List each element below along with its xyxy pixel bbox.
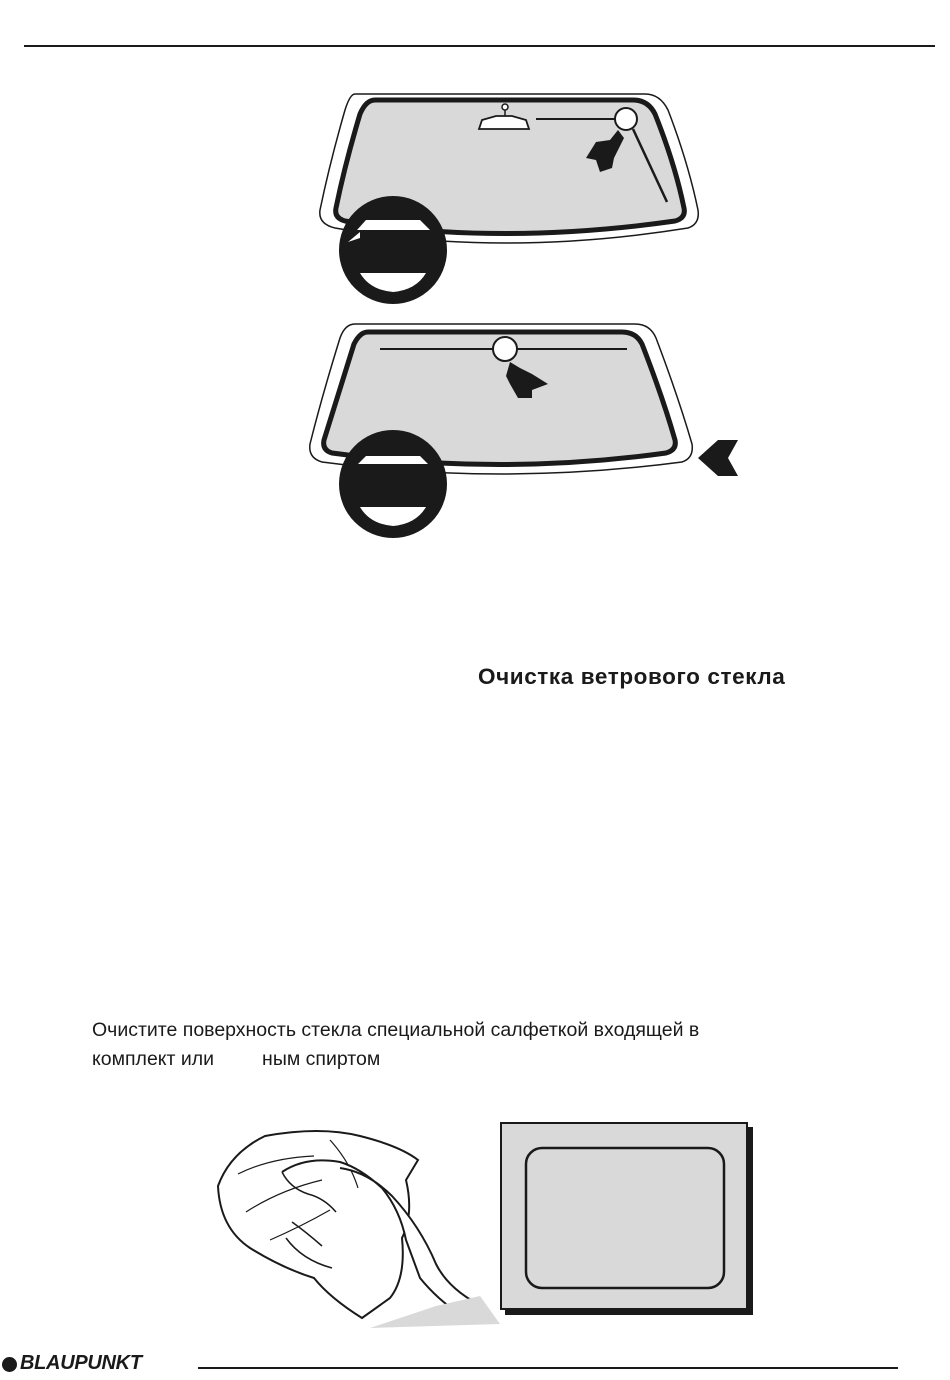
- brand-logo-icon: [2, 1357, 17, 1372]
- header-rule: [24, 45, 935, 47]
- section-title: Очистка ветрового стекла: [478, 664, 786, 689]
- steering-wheel-icon: [339, 430, 447, 538]
- instructions-line-2b: ным спиртом: [262, 1048, 381, 1070]
- sensor-pad-illustration: [500, 1122, 756, 1318]
- cleaning-instructions: [92, 1016, 892, 1074]
- page-footer: [0, 1352, 950, 1380]
- instructions-line-1: Очистите поверхность стекла специальной салфеткой входящей в: [92, 1019, 700, 1041]
- brand-logo: BLAUPUNKT: [20, 1352, 142, 1374]
- windshield-illustration-corner-mount: [300, 82, 720, 312]
- steering-wheel-icon: [339, 196, 447, 304]
- windshield-illustration-center-mount: [300, 316, 760, 546]
- hand-wiping-cloth-illustration: [210, 1128, 500, 1328]
- footer-rule: [198, 1367, 898, 1369]
- instructions-line-2a: комплект или: [92, 1048, 215, 1070]
